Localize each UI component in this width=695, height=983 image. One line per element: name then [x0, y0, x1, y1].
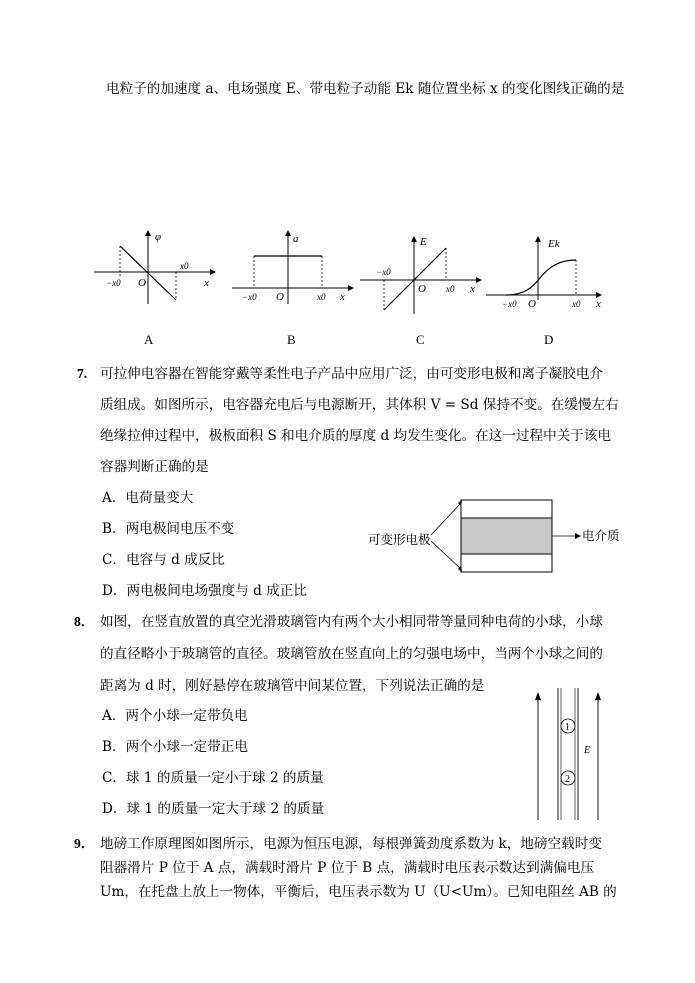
ball-2-label: 2 — [565, 774, 570, 785]
ball-1-label: 1 — [565, 722, 570, 733]
graph-c-negx0-label: −x0 — [376, 267, 391, 277]
graph-d-xaxis-label: x — [596, 298, 601, 310]
q7-option-d[interactable]: D．两电极间电场强度与 d 成正比 — [102, 583, 307, 599]
q6-tail-text: 电粒子的加速度 a、电场强度 E、带电粒子动能 Ek 随位置坐标 x 的变化图线正确的是 — [106, 81, 625, 97]
q7-line-2: 质组成。如图所示，电容器充电后与电源断开，其体积 V = Sd 保持不变。在缓慢左右 — [100, 397, 619, 413]
graph-a — [88, 228, 218, 308]
q8-option-d[interactable]: D．球 1 的质量一定大于球 2 的质量 — [102, 801, 325, 817]
graph-d — [484, 228, 614, 313]
q8-option-a[interactable]: A．两个小球一定带负电 — [102, 708, 248, 724]
dielectric-label: 电介质 — [582, 528, 620, 543]
graph-a-label: A — [144, 332, 154, 347]
q9-line-2: 阻器滑片 P 位于 A 点，满载时滑片 P 位于 B 点，满载时电压表示数达到满偏电压 — [100, 860, 595, 876]
graph-c — [358, 228, 488, 318]
graph-b-origin-label: O — [276, 291, 284, 303]
q9-line-1: 地磅工作原理图如图所示，电源为恒压电源，每根弹簧劲度系数为 k，地磅空载时变 — [100, 836, 602, 852]
graph-a-x0-label: x0 — [180, 261, 189, 271]
q7-option-c[interactable]: C．电容与 d 成反比 — [102, 552, 225, 568]
graph-d-x0-label: x0 — [572, 299, 581, 309]
electrode-label: 可变形电极 — [368, 532, 431, 547]
graph-b — [228, 228, 358, 308]
graph-c-xaxis-label: x — [470, 283, 475, 295]
graph-d-negx0-label: −x0 — [502, 299, 517, 309]
graph-b-x0-label: x0 — [317, 292, 326, 302]
q8-option-b[interactable]: B．两个小球一定带正电 — [102, 739, 248, 755]
q9-number: 9． — [74, 836, 95, 851]
q7-line-3: 绝缘拉伸过程中，极板面积 S 和电介质的厚度 d 均发生变化。在这一过程中关于该电 — [100, 428, 612, 444]
q8-option-c[interactable]: C．球 1 的质量一定小于球 2 的质量 — [102, 770, 324, 786]
graph-b-negx0-label: −x0 — [242, 292, 257, 302]
graph-c-yaxis-label: E — [420, 236, 427, 248]
graph-a-yaxis-label: φ — [155, 231, 162, 243]
q8-line-1: 如图，在竖直放置的真空光滑玻璃管内有两个大小相同带等量同种电荷的小球，小球 — [100, 614, 603, 630]
graph-a-xaxis-label: x — [204, 277, 209, 289]
q7-line-4: 容器判断正确的是 — [100, 459, 209, 475]
q8-line-2: 的直径略小于玻璃管的直径。玻璃管放在竖直向上的匀强电场中，当两个小球之间的 — [100, 646, 603, 662]
graph-c-x0-label: x0 — [446, 284, 455, 294]
graph-a-negx0-label: −x0 — [106, 278, 121, 288]
q7-line-1: 可拉伸电容器在智能穿戴等柔性电子产品中应用广泛，由可变形电极和离子凝胶电介 — [100, 366, 603, 382]
q7-option-a[interactable]: A．电荷量变大 — [102, 490, 194, 506]
q8-line-3: 距离为 d 时，刚好悬停在玻璃管中间某位置，下列说法正确的是 — [100, 678, 485, 694]
glass-tube-figure — [524, 686, 614, 826]
graph-d-label: D — [544, 332, 554, 347]
graph-d-origin-label: O — [528, 298, 536, 310]
field-e-label: E — [584, 745, 591, 756]
graph-a-origin-label: O — [138, 277, 146, 289]
graph-b-yaxis-label: a — [293, 233, 299, 245]
graph-c-label: C — [416, 332, 425, 347]
graph-b-label: B — [287, 332, 296, 347]
q9-line-3: Um，在托盘上放上一物体，平衡后，电压表示数为 U（U<Um）。已知电阻丝 AB 的 — [100, 884, 617, 900]
q8-number: 8． — [74, 614, 95, 629]
q7-number: 7. — [77, 366, 88, 381]
graph-d-yaxis-label: Ek — [548, 238, 560, 250]
graph-c-origin-label: O — [418, 283, 426, 295]
graph-b-xaxis-label: x — [340, 291, 345, 303]
q7-option-b[interactable]: B．两电极间电压不变 — [102, 521, 235, 537]
